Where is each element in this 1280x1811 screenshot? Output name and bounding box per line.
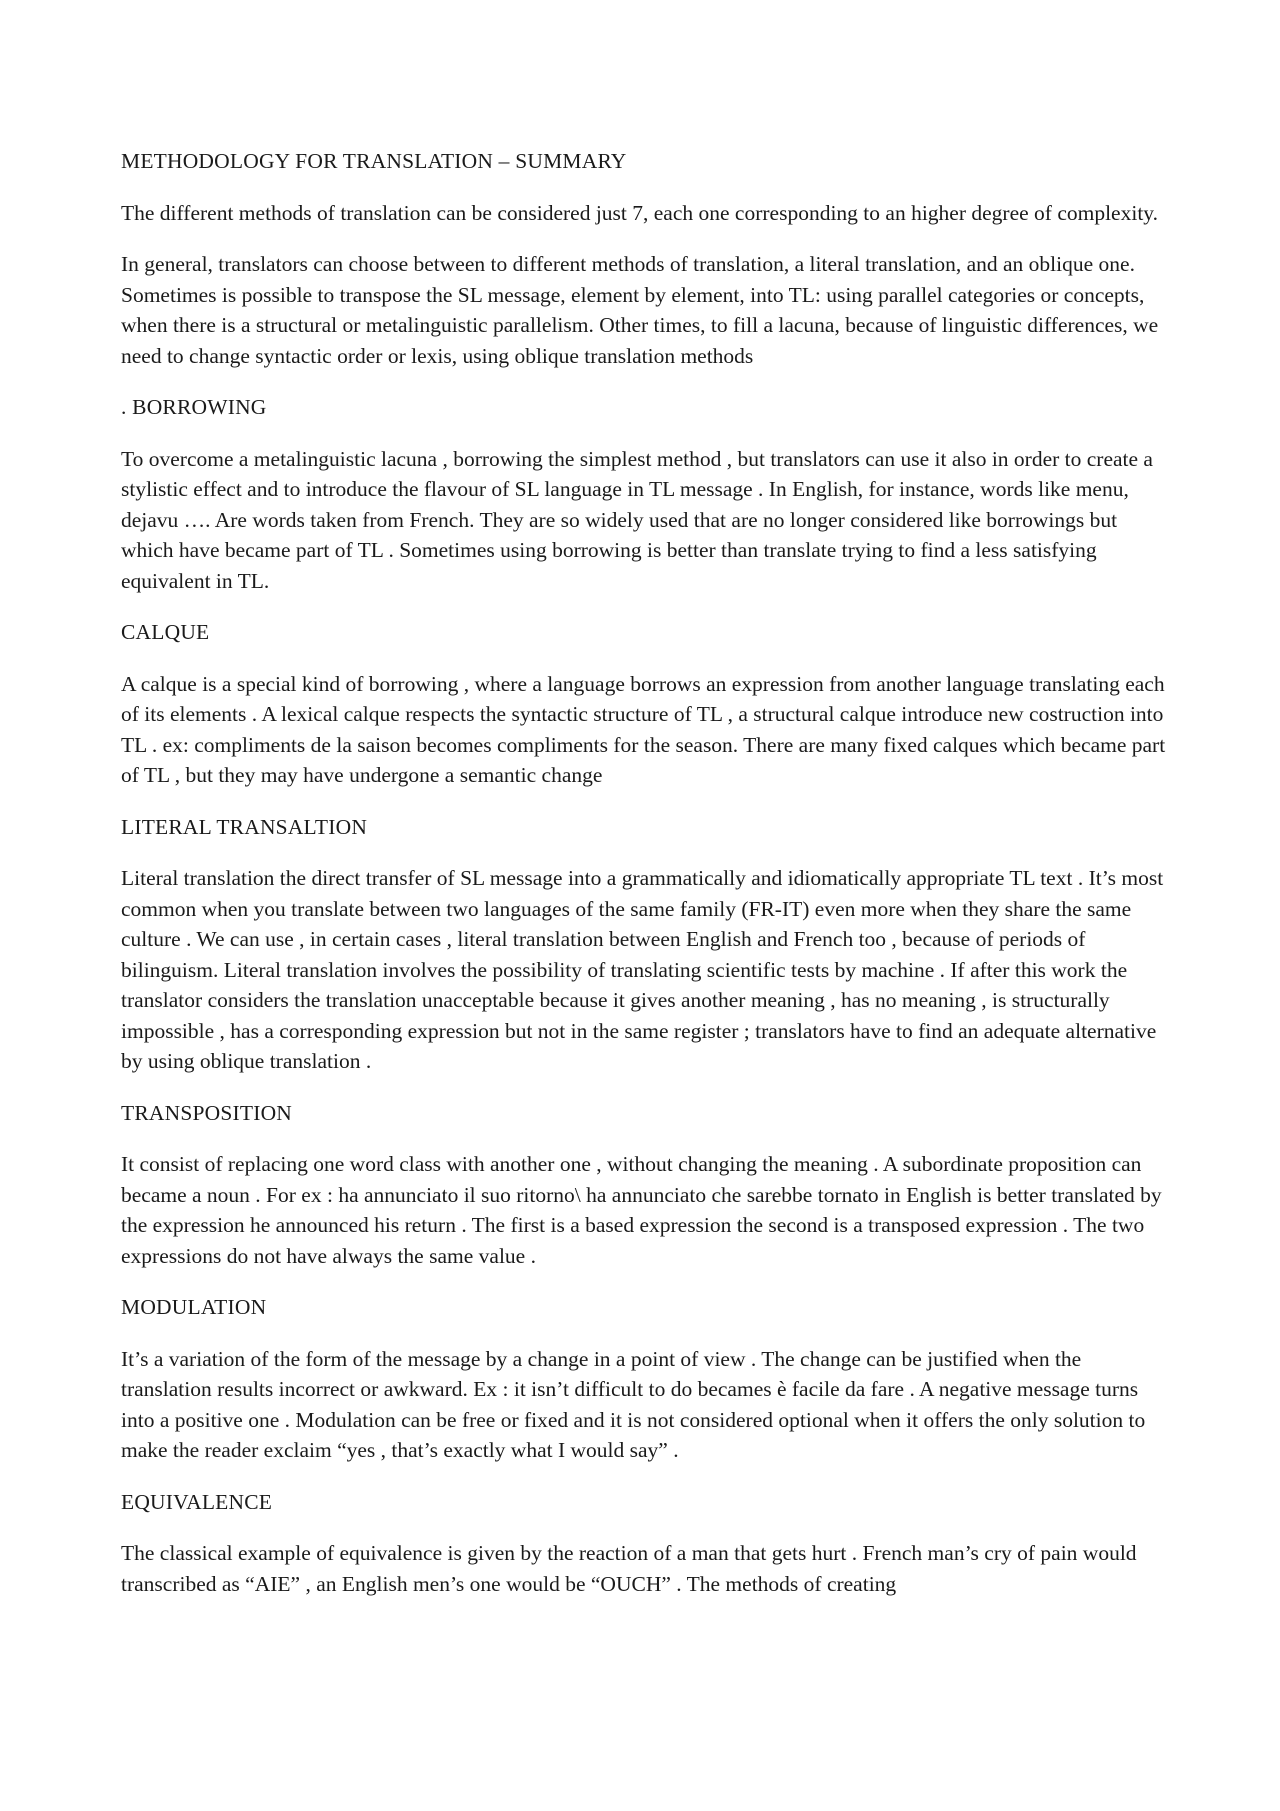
section-heading-borrowing: . BORROWING — [121, 395, 267, 419]
section-heading-equivalence: EQUIVALENCE — [121, 1489, 273, 1514]
document-body — [121, 146, 1173, 1620]
section-body-calque: A calque is a special kind of borrowing , where a language borrows an expression from another language translating each of its elements . A lexical calque respects the syntactic structure of TL , a structural calque introduce new costruction into TL . ex: compliments de la saison becomes compliments for the season. There are many fixed calques which became part of TL , but they may have undergone a semantic change — [121, 671, 1166, 787]
section-body-borrowing: To overcome a metalinguistic lacuna , borrowing the simplest method , but translators can use it also in order to create a stylistic effect and to introduce the flavour of SL language in TL message . In English, for instance, words like menu, dejavu …. Are words taken from French. They are so widely used that are no longer considered like borrowings but which have became part of TL . Sometimes using borrowing is better than translate trying to find a less satisfying equivalent in TL. — [121, 446, 1153, 593]
document-title: METHODOLOGY FOR TRANSLATION – SUMMARY — [121, 149, 627, 173]
intro-paragraph: In general, translators can choose between to different methods of translation, a literal translation, and an oblique one. Sometimes is possible to transpose the SL message, element by element, into TL: using parallel categories or concepts, when there is a structural or metalinguistic parallelism. Other times, to fill a lacuna, because of linguistic differences, we need to change syntactic order or lexis, using oblique translation methods — [121, 252, 1159, 368]
section-body-modulation: It’s a variation of the form of the message by a change in a point of view . The change can be justified when the translation results incorrect or awkward. Ex : it isn’t difficult to do becames è facile da fare . A negative message turns into a positive one . Modulation can be free or fixed and it is not considered optional when it offers the only solution to make the reader exclaim “yes , that’s exactly what I would say” . — [121, 1346, 1146, 1462]
section-body-equivalence: The classical example of equivalence is given by the reaction of a man that gets hurt . French man’s cry of pain would transcribed as “AIE” , an English men’s one would be “OUCH” . The methods of creating — [121, 1541, 1137, 1596]
section-heading-literal-translation: LITERAL TRANSALTION — [121, 814, 368, 839]
section-body-transposition: It consist of replacing one word class with another one , without changing the meaning . A subordinate proposition can became a noun . For ex : ha annunciato il suo ritorno\ ha annunciato che sarebbe tornato in English is better translated by the expression he announced his return . The first is a based expression the second is a transposed expression . The two expressions do not have always the same value . — [121, 1152, 1162, 1268]
section-heading-calque: CALQUE — [121, 620, 210, 644]
section-body-literal-translation: Literal translation the direct transfer of SL message into a grammatically and idiomatically appropriate TL text . It’s most common when you translate between two languages of the same family (FR-IT) even more when they share the same culture . We can use , in certain cases , literal translation between English and French too , because of periods of bilinguism. Literal translation involves the possibility of translating scientific tests by machine . If after this work the translator considers the translation unacceptable because it gives another meaning , has no meaning , is structurally impossible , has a corresponding expression but not in the same register ; translators have to find an adequate alternative by using oblique translation . — [121, 866, 1164, 1073]
intro-paragraph: The different methods of translation can be considered just 7, each one corresponding to an higher degree of complexity. — [121, 200, 1159, 225]
section-heading-modulation: MODULATION — [121, 1295, 267, 1319]
section-heading-transposition: TRANSPOSITION — [121, 1100, 293, 1125]
